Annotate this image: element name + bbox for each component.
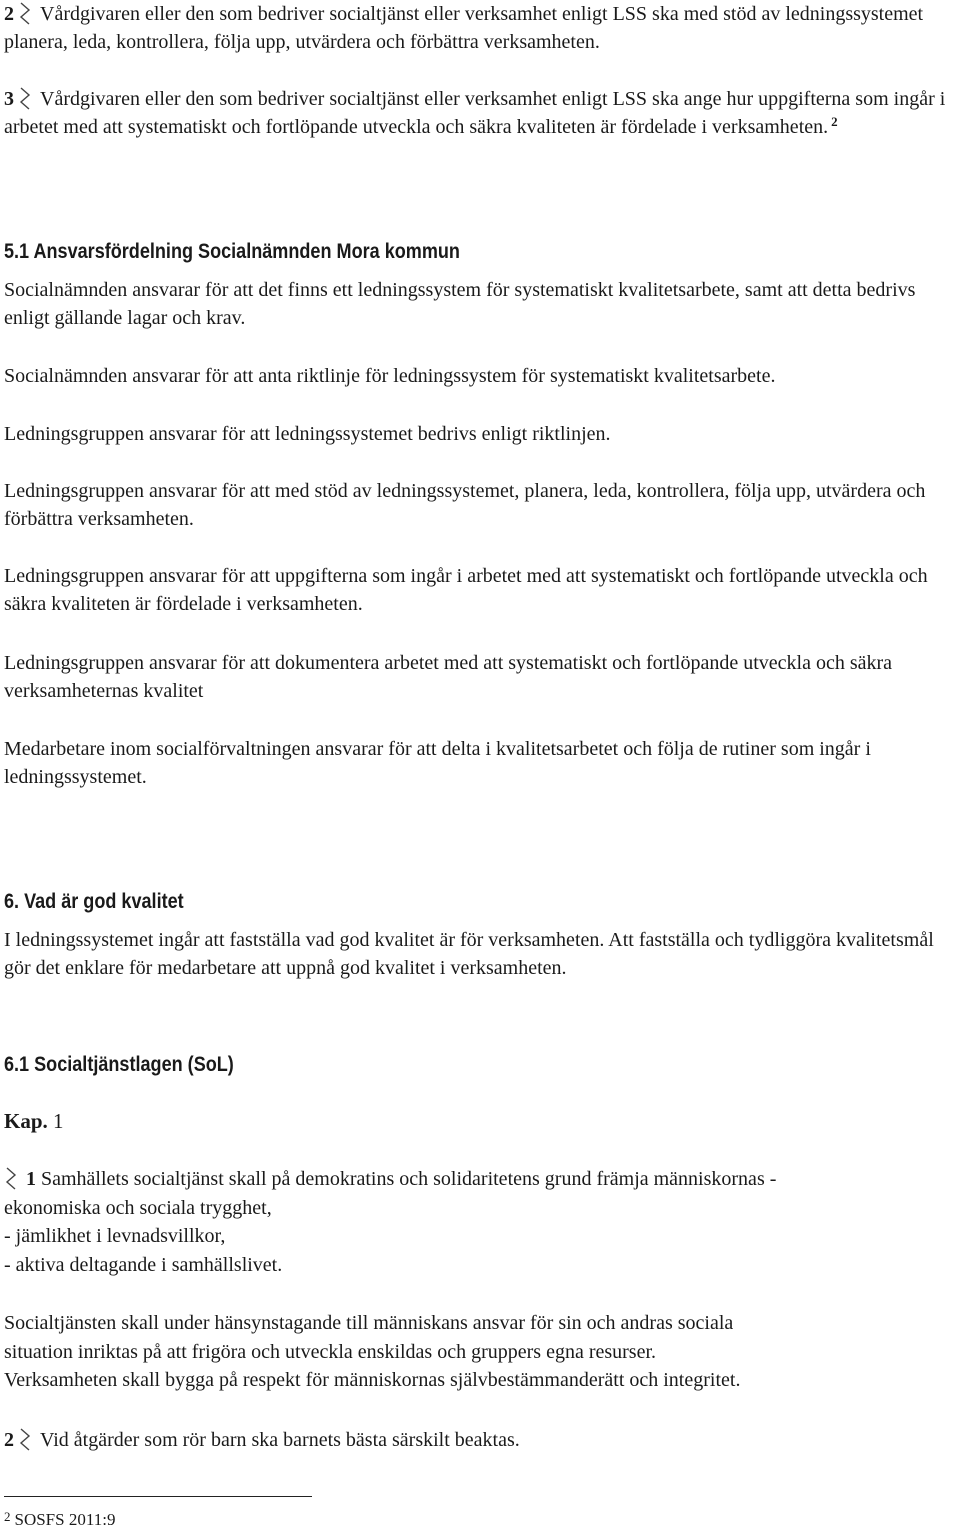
section-paragraph: Ledningsgruppen ansvarar för att med stöd av ledningssystemet, planera, leda, kontrollera, följa upp, utvärdera och förbättra verksamheten. xyxy=(4,480,926,530)
section-heading-6: 6. Vad är god kvalitet xyxy=(4,890,184,913)
footnote-separator xyxy=(4,1496,312,1497)
section-paragraph: Medarbetare inom socialförvaltningen ansvarar för att delta i kvalitetsarbetet och följa de rutiner som ingår i ledningssystemet. xyxy=(4,738,871,788)
footnote-marker: 2 xyxy=(4,1509,11,1524)
text-line: - aktiva deltagande i samhällslivet. xyxy=(4,1253,283,1276)
paragraph-text: Vårdgivaren eller den som bedriver socialtjänst eller verksamhet enligt LSS ska med stöd av ledningssystemet planera, leda, kontrollera, följa upp, utvärdera och förbättra verksamheten. xyxy=(4,3,924,53)
text-line: Samhällets socialtjänst skall på demokratins och solidaritetens grund främja människornas - xyxy=(41,1168,777,1190)
paragraph-number: 2 xyxy=(4,3,14,25)
section-sign-icon xyxy=(18,1,32,25)
chapter-label xyxy=(4,1106,64,1136)
paragraph-number: 2 xyxy=(4,1429,14,1451)
sol-paragraph-2 xyxy=(4,1309,960,1395)
section-sign-icon xyxy=(18,86,32,110)
footnote-reference[interactable]: 2 xyxy=(831,114,838,129)
text-line: ekonomiska och sociala trygghet, xyxy=(4,1196,272,1219)
paragraph-number: 1 xyxy=(26,1168,36,1190)
paragraph-2 xyxy=(4,0,960,56)
chapter-prefix: Kap. xyxy=(4,1109,48,1133)
section-heading-6-1: 6.1 Socialtjänstlagen (SoL) xyxy=(4,1053,234,1076)
text-line: - jämlikhet i levnadsvillkor, xyxy=(4,1225,226,1247)
section-heading-5-1: 5.1 Ansvarsfördelning Socialnämnden Mora kommun xyxy=(4,240,460,263)
paragraph-text: Vårdgivaren eller den som bedriver socialtjänst eller verksamhet enligt LSS ska ange hur uppgifterna som ingår i arbetet med att systematiskt och fortlöpande utveckla och säkra kvaliteten är fördelade i verksamheten. xyxy=(4,88,946,138)
section-paragraph: Ledningsgruppen ansvarar för att ledningssystemet bedrivs enligt riktlinjen. xyxy=(4,423,611,445)
sol-paragraph-1 xyxy=(4,1165,960,1279)
text-line: situation inriktas på att frigöra och utveckla enskildas och gruppers egna resurser. xyxy=(4,1340,657,1363)
section-paragraph: Socialnämnden ansvarar för att anta riktlinje för ledningssystem för systematiskt kvalitetsarbete. xyxy=(4,365,776,387)
chapter-number: 1 xyxy=(53,1109,64,1133)
paragraph-text: Vid åtgärder som rör barn ska barnets bästa särskilt beaktas. xyxy=(40,1429,520,1451)
section-paragraph: Ledningsgruppen ansvarar för att dokumentera arbetet med att systematiskt och fortlöpande utveckla och säkra verksamheternas kvalitet xyxy=(4,652,893,702)
section-paragraph: Socialnämnden ansvarar för att det finns ett ledningssystem för systematiskt kvalitetsarbete, samt att detta bedrivs enligt gällande lagar och krav. xyxy=(4,279,916,329)
section-sign-icon xyxy=(4,1166,18,1190)
section-paragraph: Ledningsgruppen ansvarar för att uppgifterna som ingår i arbetet med att systematiskt och fortlöpande utveckla och säkra kvaliteten är fördelade i verksamheten. xyxy=(4,565,928,615)
sol-paragraph-3 xyxy=(4,1426,960,1454)
text-line: Socialtjänsten skall under hänsynstagande till människans ansvar för sin och andras sociala xyxy=(4,1312,734,1334)
section-paragraph: I ledningssystemet ingår att fastställa vad god kvalitet är för verksamheten. Att fastställa och tydliggöra kvalitetsmål gör det enklare för medarbetare att uppnå god kvalitet i verksamheten. xyxy=(4,929,934,979)
footnote xyxy=(4,1510,115,1531)
footnote-text: SOSFS 2011:9 xyxy=(14,1510,116,1529)
paragraph-3 xyxy=(4,85,960,143)
section-sign-icon xyxy=(18,1427,32,1451)
paragraph-number: 3 xyxy=(4,88,14,110)
text-line: Verksamheten skall bygga på respekt för människornas självbestämmanderätt och integritet. xyxy=(4,1369,741,1391)
